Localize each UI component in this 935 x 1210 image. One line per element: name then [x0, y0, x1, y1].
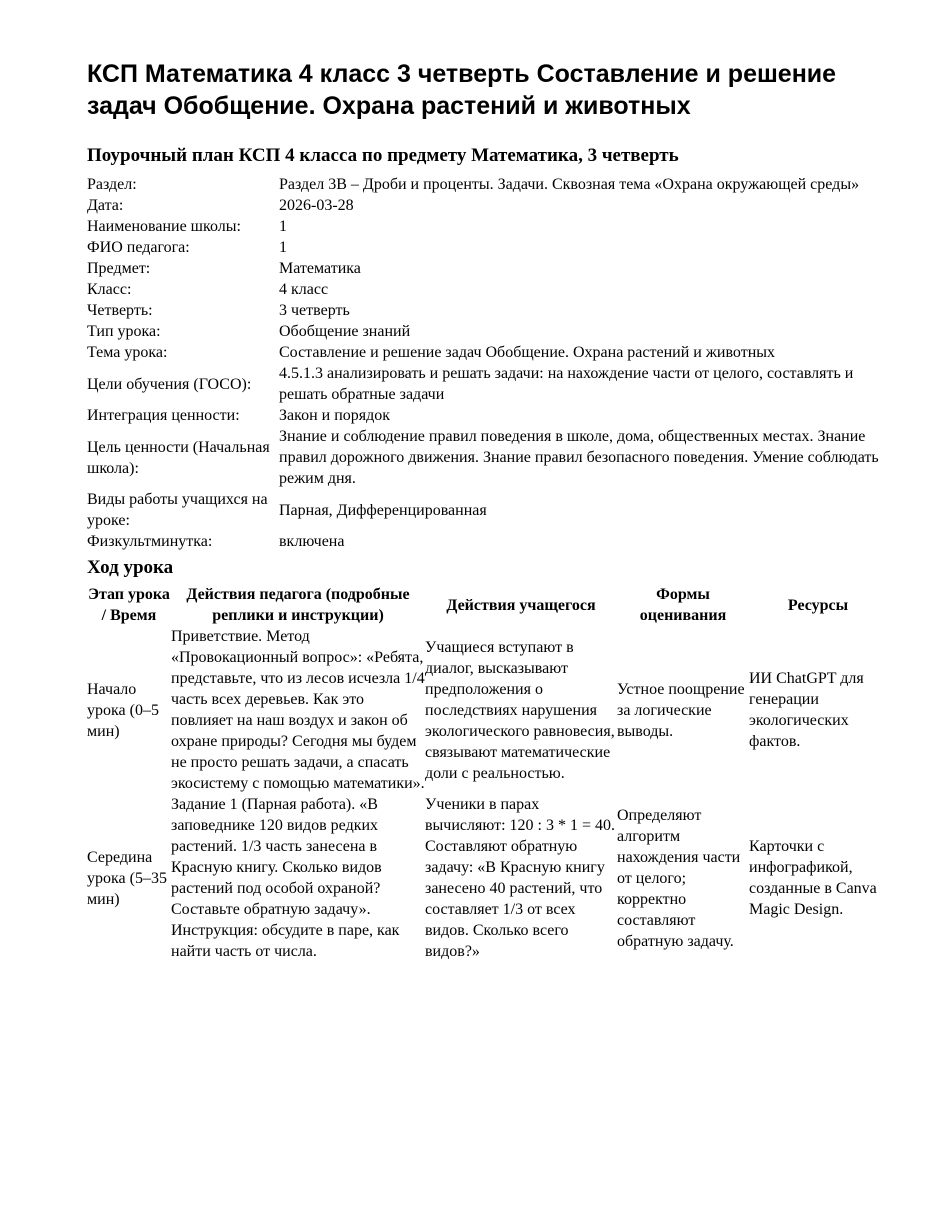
- meta-value: Закон и порядок: [279, 407, 391, 424]
- table-row: [87, 626, 887, 794]
- meta-value: Парная, Дифференцированная: [279, 501, 487, 519]
- meta-label: Четверть:: [87, 302, 153, 319]
- meta-value: Составление и решение задач Обобщение. Охрана растений и животных: [279, 344, 776, 361]
- meta-label: Тип урока:: [87, 323, 161, 340]
- lesson-heading: Ход урока: [87, 557, 174, 578]
- meta-row: [87, 405, 887, 426]
- meta-label: Цели обучения (ГОСО):: [87, 375, 252, 393]
- student-actions-cell: Ученики в парах вычисляют: 120 : 3 * 1 = 40. Составляют обратную задачу: «В Красную книгу занесено 40 растений, что составляет 1/3 от всех видов. Сколько всего видов?»: [425, 796, 616, 960]
- meta-row: [87, 237, 887, 258]
- meta-row: [87, 531, 887, 552]
- header-student-actions: Действия учащегося: [446, 596, 596, 614]
- document-title: КСП Математика 4 класс 3 четверть Составление и решение задач Обобщение. Охрана растений и животных: [87, 60, 837, 120]
- meta-table: [87, 174, 887, 552]
- header-stage: Этап урока / Время: [88, 586, 170, 624]
- meta-row: [87, 174, 887, 195]
- meta-row: [87, 216, 887, 237]
- plan-heading: Поурочный план КСП 4 класса по предмету Математика, 3 четверть: [87, 145, 679, 166]
- stage-cell: Середина урока (5–35 мин): [87, 848, 167, 908]
- assessment-cell: Устное поощрение за логические выводы.: [617, 680, 745, 740]
- meta-value: 1: [279, 218, 287, 235]
- meta-value: 3 четверть: [279, 302, 350, 319]
- meta-value: Математика: [279, 260, 361, 277]
- meta-label: Физкультминутка:: [87, 533, 213, 550]
- meta-row: [87, 321, 887, 342]
- student-actions-cell: Учащиеся вступают в диалог, высказывают предположения о последствиях нарушения экологического равновесия, связывают математические доли с реальностью.: [425, 638, 615, 782]
- meta-label: Виды работы учащихся на уроке:: [87, 491, 268, 529]
- meta-value: 4 класс: [279, 281, 329, 298]
- meta-label: Цель ценности (Начальная школа):: [87, 438, 270, 477]
- resources-cell: ИИ ChatGPT для генерации экологических фактов.: [749, 670, 864, 750]
- meta-label: Наименование школы:: [87, 218, 241, 235]
- meta-row: [87, 279, 887, 300]
- assessment-cell: Определяют алгоритм нахождения части от целого; корректно составляют обратную задачу.: [617, 806, 741, 950]
- meta-row: [87, 258, 887, 279]
- meta-row: [87, 300, 887, 321]
- meta-row: [87, 489, 887, 531]
- lesson-table: [87, 584, 887, 962]
- meta-label: Интеграция ценности:: [87, 407, 240, 424]
- meta-value: 1: [279, 239, 287, 256]
- meta-label: Дата:: [87, 197, 124, 214]
- teacher-actions-cell: Задание 1 (Парная работа). «В заповеднике 120 видов редких растений. 1/3 часть занесена в Красную книгу. Сколько видов растений под особой охраной? Составьте обратную задачу». Инструкция: обсудите в паре, как найти часть от числа.: [171, 796, 400, 960]
- header-resources: Ресурсы: [787, 596, 849, 614]
- document-page: [87, 58, 887, 962]
- meta-value: включена: [279, 533, 345, 550]
- header-assessment: Формы оценивания: [639, 586, 727, 624]
- meta-value: Раздел 3В – Дроби и проценты. Задачи. Сквозная тема «Охрана окружающей среды»: [279, 176, 860, 193]
- meta-row: [87, 426, 887, 489]
- meta-value: 4.5.1.3 анализировать и решать задачи: на нахождение части от целого, составлять и решать обратные задачи: [279, 365, 854, 403]
- meta-label: Предмет:: [87, 260, 151, 277]
- header-teacher-actions: Действия педагога (подробные реплики и инструкции): [186, 586, 410, 624]
- meta-label: Класс:: [87, 281, 132, 298]
- lesson-table-header-row: [87, 584, 887, 626]
- teacher-actions-cell: Приветствие. Метод «Провокационный вопрос»: «Ребята, представьте, что из лесов исчезла 1/4 часть всех деревьев. Как это повлияет на наш воздух и закон об охране природы? Сегодня мы будем не просто решать задачи, а спасать экосистему с помощью математики».: [171, 628, 425, 792]
- meta-label: Тема урока:: [87, 344, 168, 361]
- meta-row: [87, 195, 887, 216]
- meta-table-body: [87, 174, 887, 552]
- meta-row: [87, 363, 887, 405]
- resources-cell: Карточки с инфографикой, созданные в Canva Magic Design.: [749, 838, 877, 918]
- meta-label: Раздел:: [87, 176, 137, 193]
- table-row: [87, 794, 887, 962]
- meta-label: ФИО педагога:: [87, 239, 190, 256]
- meta-value: Знание и соблюдение правил поведения в школе, дома, общественных местах. Знание правил дорожного движения. Знание правил безопасного поведения. Умение соблюдать режим дня.: [279, 428, 879, 487]
- meta-row: [87, 342, 887, 363]
- meta-value: 2026-03-28: [279, 197, 354, 214]
- stage-cell: Начало урока (0–5 мин): [87, 680, 159, 740]
- meta-value: Обобщение знаний: [279, 323, 411, 340]
